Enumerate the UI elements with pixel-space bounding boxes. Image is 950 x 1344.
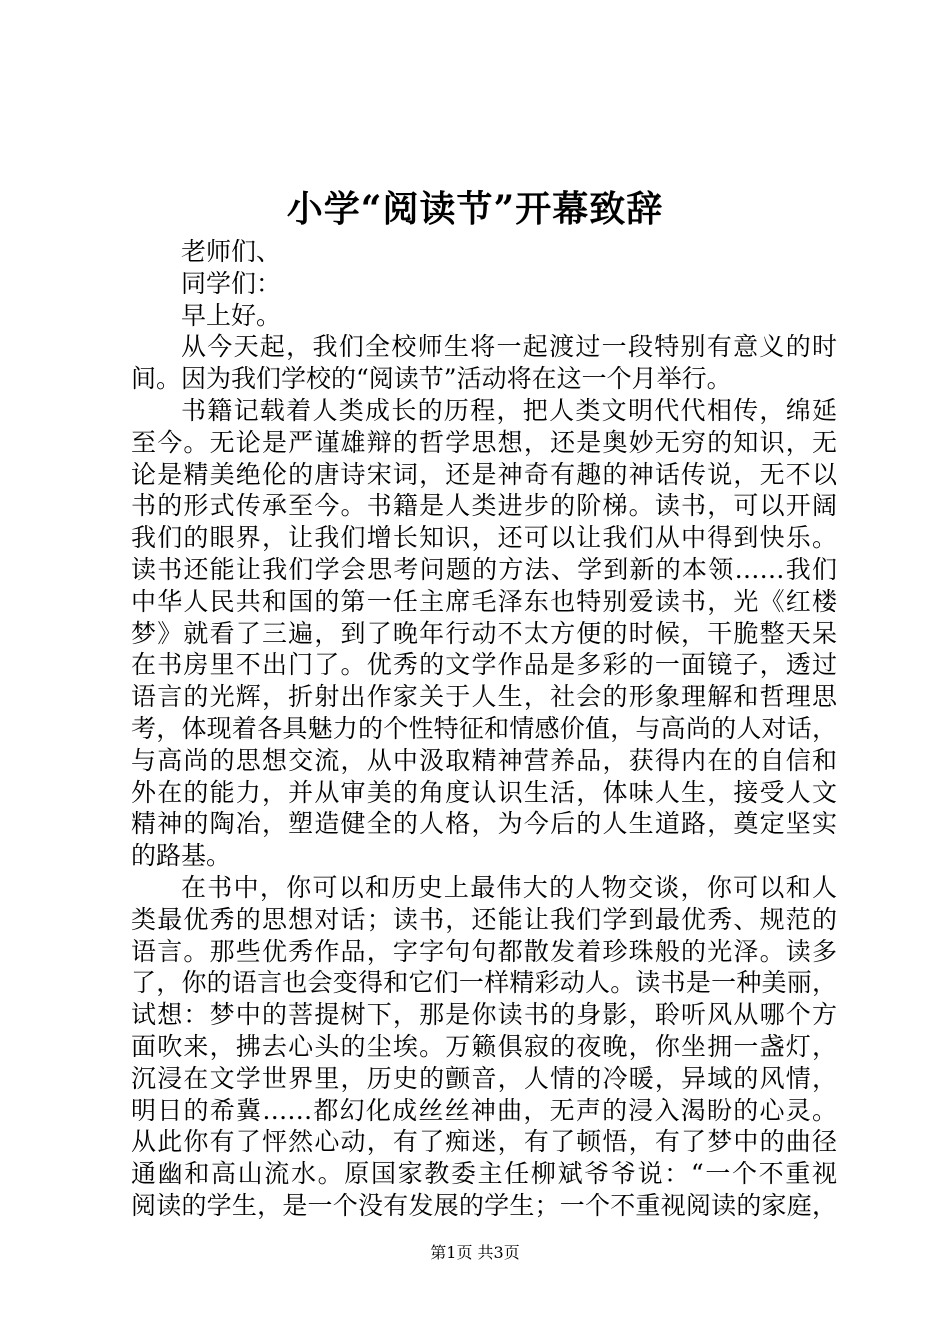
document-title: 小学“阅读节”开幕致辞: [286, 188, 664, 230]
text-line: 语言的光辉，折射出作家关于人生，社会的形象理解和哲理思: [131, 682, 837, 712]
text-line: 在书房里不出门了。优秀的文学作品是多彩的一面镜子，透过: [131, 650, 837, 680]
text-line: 从今天起，我们全校师生将一起渡过一段特别有意义的时: [181, 332, 837, 362]
text-line: 论是精美绝伦的唐诗宋词，还是神奇有趣的神话传说，无不以: [131, 459, 837, 489]
text-line: 通幽和高山流水。原国家教委主任柳斌爷爷说：“一个不重视: [131, 1159, 837, 1189]
text-line: 了，你的语言也会变得和它们一样精彩动人。读书是一种美丽，: [131, 968, 837, 998]
text-line: 考，体现着各具魅力的个性特征和情感价值，与高尚的人对话，: [131, 713, 837, 743]
text-line: 梦》就看了三遍，到了晚年行动不太方便的时候，干脆整天呆: [131, 618, 837, 648]
text-line: 明日的希冀……都幻化成丝丝神曲，无声的浸入渴盼的心灵。: [131, 1095, 837, 1125]
text-line: 老师们、: [181, 237, 282, 266]
text-line: 书的形式传承至今。书籍是人类进步的阶梯。读书，可以开阔: [131, 491, 837, 521]
page-footer: 第1页 共3页: [430, 1243, 520, 1262]
text-line: 早上好。: [181, 300, 282, 330]
text-line: 试想：梦中的菩提树下，那是你读书的身影，聆听风从哪个方: [131, 1000, 837, 1030]
text-line: 与高尚的思想交流，从中汲取精神营养品，获得内在的自信和: [131, 745, 837, 775]
document-body: [131, 236, 837, 1222]
text-line: 类最优秀的思想对话；读书，还能让我们学到最优秀、规范的: [131, 904, 837, 934]
text-line: 从此你有了怦然心动，有了痴迷，有了顿悟，有了梦中的曲径: [131, 1127, 837, 1157]
text-line: 读书还能让我们学会思考问题的方法、学到新的本领……我们: [131, 554, 837, 584]
text-line: 在书中，你可以和历史上最伟大的人物交谈，你可以和人: [181, 872, 837, 902]
text-line: 间。因为我们学校的“阅读节”活动将在这一个月举行。: [131, 364, 732, 394]
text-line: 中华人民共和国的第一任主席毛泽东也特别爱读书，光《红楼: [131, 586, 837, 616]
text-line: 外在的能力，并从审美的角度认识生活，体味人生，接受人文: [131, 777, 837, 807]
text-line: 精神的陶冶，塑造健全的人格，为今后的人生道路，奠定坚实: [131, 809, 837, 839]
text-line: 沉浸在文学世界里，历史的颤音，人情的冷暖，异域的风情，: [131, 1063, 837, 1093]
text-line: 面吹来，拂去心头的尘埃。万籁俱寂的夜晚，你坐拥一盏灯，: [131, 1031, 837, 1061]
text-line: 书籍记载着人类成长的历程，把人类文明代代相传，绵延: [181, 395, 837, 425]
text-line: 阅读的学生，是一个没有发展的学生；一个不重视阅读的家庭，: [131, 1190, 837, 1220]
text-line: 我们的眼界，让我们增长知识，还可以让我们从中得到快乐。: [131, 523, 837, 553]
text-line: 语言。那些优秀作品，字字句句都散发着珍珠般的光泽。读多: [131, 936, 837, 966]
text-line: 至今。无论是严谨雄辩的哲学思想，还是奥妙无穷的知识，无: [131, 427, 837, 457]
text-line: 同学们：: [181, 268, 282, 298]
text-line: 的路基。: [131, 841, 232, 871]
